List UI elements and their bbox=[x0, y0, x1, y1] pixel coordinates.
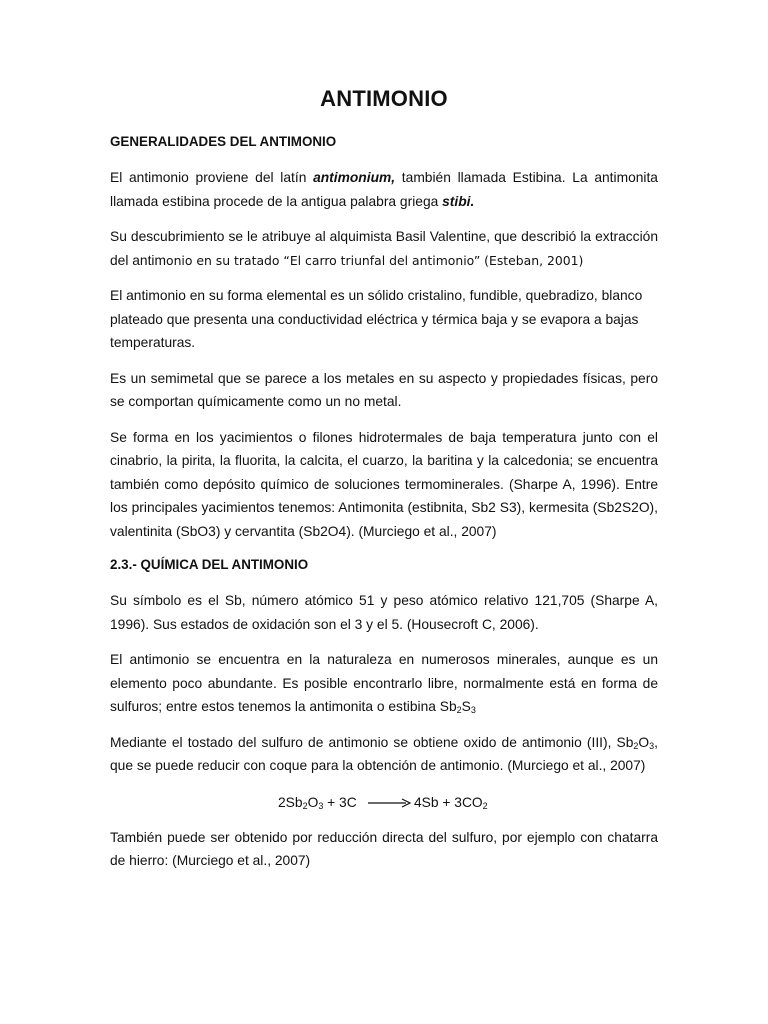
reaction-arrow-icon bbox=[366, 797, 414, 809]
paragraph-roasting-text-1: Mediante el tostado del sulfuro de antimonio se obtiene oxido de antimonio (III), Sb bbox=[110, 734, 634, 750]
paragraph-minerals bbox=[110, 648, 658, 719]
formula-part: 4Sb + 3CO bbox=[414, 794, 483, 810]
formula-part: + 3C bbox=[323, 794, 357, 810]
paragraph-discovery bbox=[110, 225, 658, 272]
formula-part: O bbox=[307, 794, 319, 810]
document-body bbox=[110, 84, 658, 885]
subscript: 3 bbox=[649, 740, 655, 751]
latin-term-antimonium: antimonium, bbox=[313, 170, 396, 185]
paragraph-roasting bbox=[110, 731, 658, 778]
paragraph-origin-text-2: también llamada Estibina. La antimonita llamada estibina procede de la antigua palabra griega bbox=[110, 170, 658, 209]
chemical-equation bbox=[110, 790, 658, 816]
equation-products bbox=[414, 790, 488, 816]
paragraph-discovery-text-2: onio en su tratado “El carro triunfal del antimonio” (Esteban, 2001) bbox=[165, 252, 584, 268]
subscript: 3 bbox=[470, 705, 476, 715]
paragraph-discovery-text-1: Su descubrimiento se le atribuye al alquimista Basil Valentine, que describió la extracción del antim bbox=[110, 229, 658, 268]
formula-part: S bbox=[461, 699, 471, 714]
formula-part: O bbox=[638, 734, 650, 750]
equation-reactants bbox=[278, 790, 357, 816]
section-heading-quimica: 2.3.- QUÍMICA DEL ANTIMONIO bbox=[110, 557, 309, 572]
subscript: 2 bbox=[633, 740, 639, 751]
paragraph-elemental-form: El antimonio en su forma elemental es un sólido cristalino, fundible, quebradizo, blanco plateado que presenta una conductividad eléctrica y térmica baja y se evapora a bajas temperaturas. bbox=[110, 288, 643, 350]
paragraph-symbol: Su símbolo es el Sb, número atómico 51 y peso atómico relativo 121,705 (Sharpe A, 1996). Sus estados de oxidación son el 3 y el 5. (Housecroft C, 2006). bbox=[110, 593, 658, 632]
paragraph-origin-text-1: El antimonio proviene del latín bbox=[110, 170, 314, 185]
subscript: 2 bbox=[302, 800, 308, 811]
subscript: 2 bbox=[456, 705, 462, 715]
subscript: 3 bbox=[318, 800, 324, 811]
formula-part: 2Sb bbox=[278, 794, 303, 810]
section-heading-generalidades: GENERALIDADES DEL ANTIMONIO bbox=[110, 134, 337, 149]
paragraph-roasting-text-2: , que se puede reducir con coque para la obtención de antimonio. (Murciego et al., 2007) bbox=[110, 734, 658, 773]
document-title: ANTIMONIO bbox=[320, 86, 448, 111]
paragraph-minerals-text: El antimonio se encuentra en la naturaleza en numerosos minerales, aunque es un elemento poco abundante. Es posible encontrarlo libre, normalmente está en forma de sulfuros; entre estos tenemos la antimonita o estibina Sb bbox=[110, 652, 658, 714]
subscript: 2 bbox=[482, 800, 488, 811]
paragraph-deposits: Se forma en los yacimientos o filones hidrotermales de baja temperatura junto con el cinabrio, la pirita, la fluorita, la calcita, el cuarzo, la baritina y la calcedonia; se encuentra también como depósito químico de soluciones termominerales. (Sharpe A, 1996). Entre los principales yacimientos tenemos: Antimonita (estibnita, Sb2 S3), kermesita (Sb2S2O), valentinita (SbO3) y cervantita (Sb2O4). (Murciego et al., 2007) bbox=[110, 429, 658, 539]
paragraph-reduction: También puede ser obtenido por reducción directa del sulfuro, por ejemplo con chatarra de hierro: (Murciego et al., 2007) bbox=[110, 829, 658, 868]
paragraph-semimetal: Es un semimetal que se parece a los metales en su aspecto y propiedades físicas, pero se comportan químicamente como un no metal. bbox=[110, 370, 658, 409]
paragraph-origin bbox=[110, 166, 658, 213]
greek-term-stibi: stibi. bbox=[442, 193, 475, 209]
